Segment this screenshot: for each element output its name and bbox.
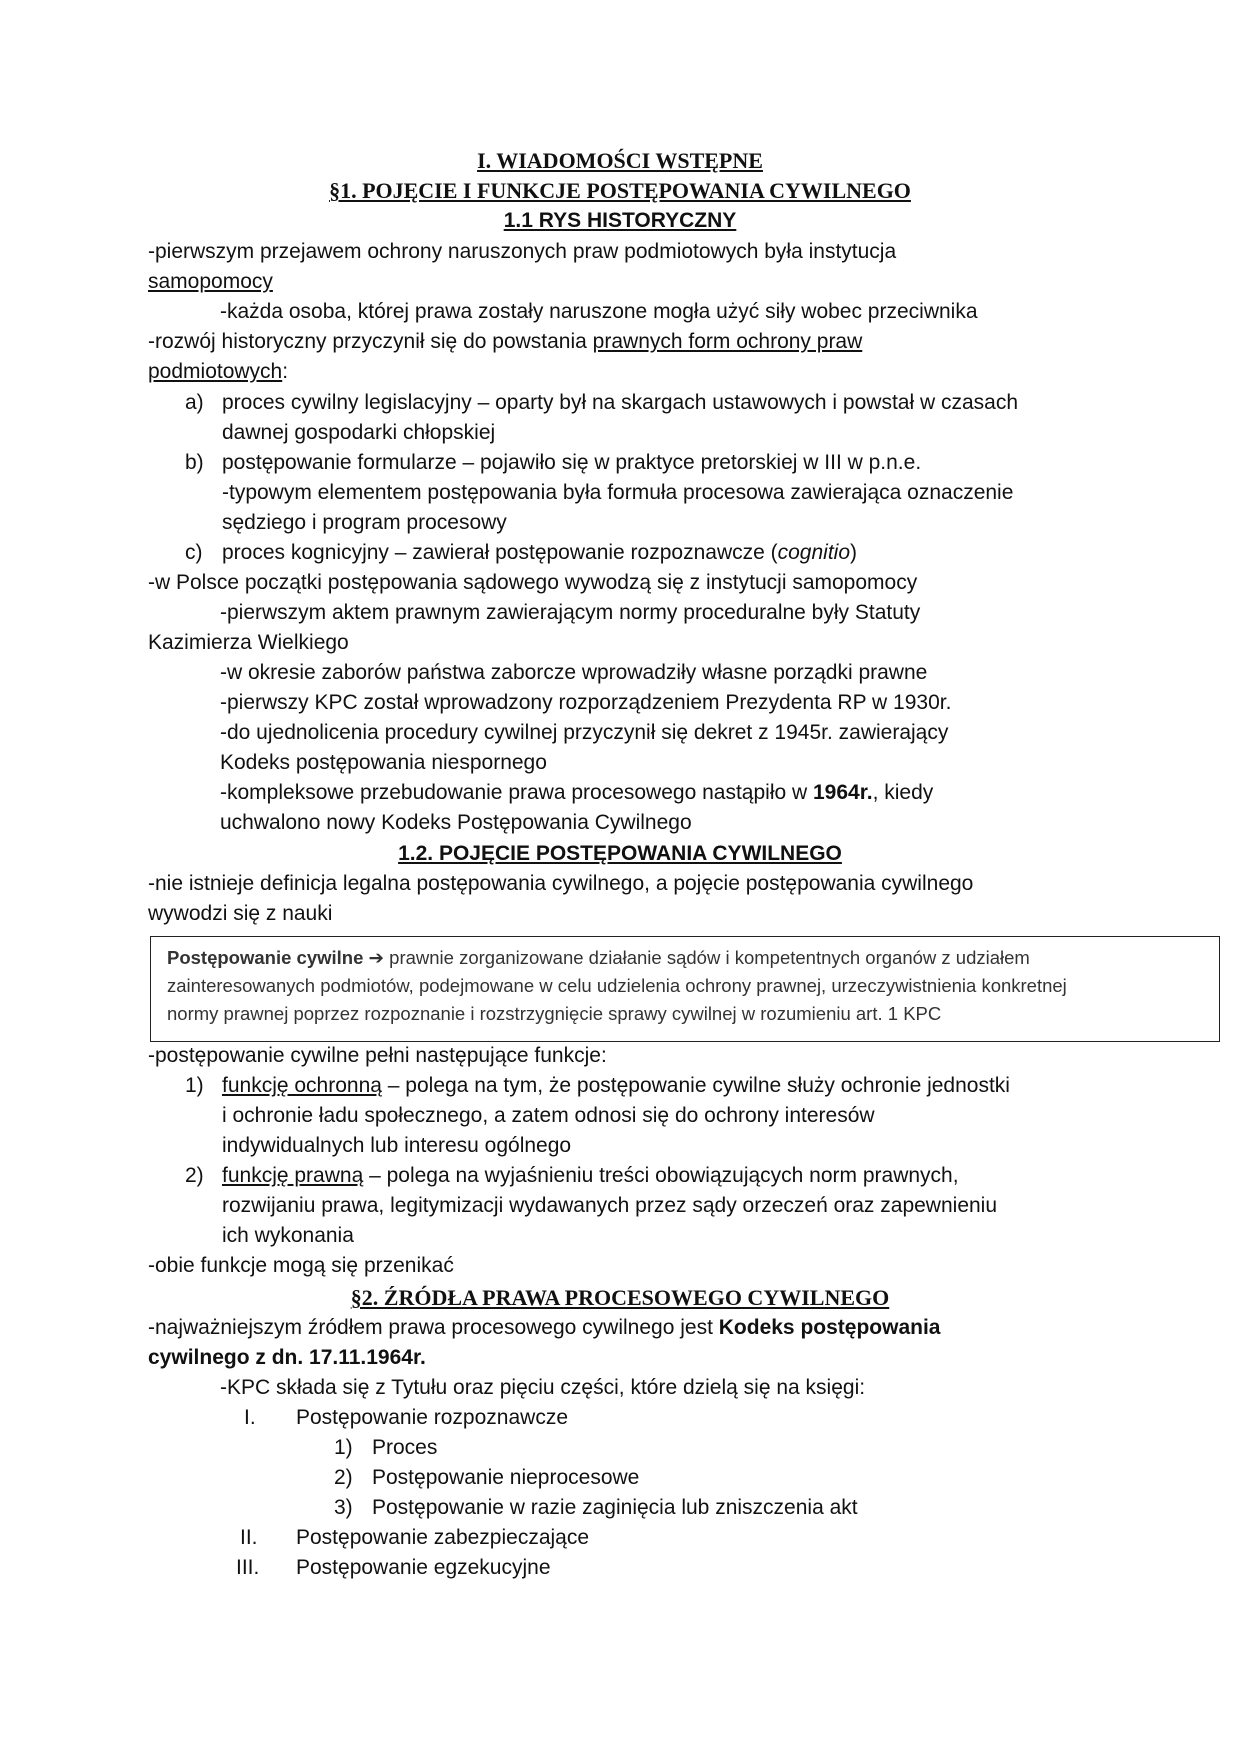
list-item-text: -typowym elementem postępowania była formuła procesowa zawierająca oznaczenie: [222, 481, 1014, 504]
heading-chapter: I. WIADOMOŚCI WSTĘPNE: [477, 148, 763, 173]
list-item-text: Proces: [372, 1436, 438, 1459]
list-item-text: sędziego i program procesowy: [222, 511, 507, 534]
paragraph-line: -każda osoba, której prawa zostały naruszone mogła użyć siły wobec przeciwnika: [220, 300, 978, 323]
text-run: ): [850, 541, 858, 564]
paragraph-line: -postępowanie cywilne pełni następujące funkcje:: [148, 1044, 607, 1067]
bold-term: cywilnego z dn. 17.11.1964r.: [148, 1346, 426, 1369]
paragraph-line: -KPC składa się z Tytułu oraz pięciu części, które dzielą się na księgi:: [220, 1376, 866, 1399]
text-run: -rozwój historyczny przyczynił się do powstania: [148, 330, 593, 353]
heading-subsection-1-1: 1.1 RYS HISTORYCZNY: [503, 209, 737, 232]
paragraph-line: -pierwszym przejawem ochrony naruszonych praw podmiotowych była instytucja: [148, 240, 897, 263]
paragraph-line: -obie funkcje mogą się przenikać: [148, 1254, 454, 1277]
definition-line: normy prawnej poprzez rozpoznanie i rozstrzygnięcie sprawy cywilnej w rozumieniu art. 1 KPC: [167, 1003, 942, 1024]
list-marker: III.: [236, 1556, 260, 1579]
paragraph-line: -pierwszym aktem prawnym zawierającym normy proceduralne były Statuty: [220, 601, 921, 624]
list-marker: 1): [185, 1074, 204, 1097]
definition-box: [150, 936, 1220, 1042]
bold-term: 1964r.: [813, 781, 873, 804]
list-marker: a): [185, 391, 204, 414]
paragraph-line: [148, 327, 862, 357]
list-marker: 2): [185, 1164, 204, 1187]
paragraph-line: [148, 1343, 426, 1373]
underlined-term: podmiotowych: [148, 360, 283, 383]
list-item-text: ich wykonania: [222, 1224, 354, 1247]
definition-line: [167, 944, 1030, 972]
paragraph-line: uchwalono nowy Kodeks Postępowania Cywilnego: [220, 811, 692, 834]
paragraph-line: [220, 778, 933, 808]
list-marker: c): [185, 541, 203, 564]
list-marker: II.: [240, 1526, 258, 1549]
underlined-term: funkcję prawną: [222, 1164, 364, 1187]
list-item-text: [222, 1071, 1010, 1101]
paragraph-line: -w Polsce początki postępowania sądowego wywodzą się z instytucji samopomocy: [148, 571, 918, 594]
text-run: proces kognicyjny – zawierał postępowanie rozpoznawcze (: [222, 541, 778, 564]
paragraph-line: Kodeks postępowania niespornego: [220, 751, 547, 774]
paragraph-line: [148, 357, 288, 387]
paragraph-line: Kazimierza Wielkiego: [148, 631, 349, 654]
list-item-text: Postępowanie zabezpieczające: [296, 1526, 590, 1549]
list-marker: I.: [244, 1406, 256, 1429]
text-run: :: [282, 360, 289, 383]
list-item-text: [222, 538, 857, 568]
list-marker: 1): [334, 1436, 353, 1459]
heading-subsection-1-2: 1.2. POJĘCIE POSTĘPOWANIA CYWILNEGO: [398, 842, 842, 865]
list-marker: 3): [334, 1496, 353, 1519]
text-run: – polega na wyjaśnieniu treści obowiązujących norm prawnych,: [363, 1164, 959, 1187]
text-run: prawnie zorganizowane działanie sądów i kompetentnych organów z udziałem: [384, 947, 1030, 968]
heading-section-2: §2. ŹRÓDŁA PRAWA PROCESOWEGO CYWILNEGO: [350, 1285, 890, 1310]
paragraph-line: -do ujednolicenia procedury cywilnej przyczynił się dekret z 1945r. zawierający: [220, 721, 949, 744]
text-run: , kiedy: [872, 781, 934, 804]
paragraph-line: [148, 1313, 940, 1343]
list-item-text: indywidualnych lub interesu ogólnego: [222, 1134, 572, 1157]
text-run: -kompleksowe przebudowanie prawa procesowego nastąpiło w: [220, 781, 813, 804]
list-item-text: postępowanie formularze – pojawiło się w praktyce pretorskiej w III w p.n.e.: [222, 451, 922, 474]
list-item-text: Postępowanie rozpoznawcze: [296, 1406, 568, 1429]
paragraph-line: -nie istnieje definicja legalna postępowania cywilnego, a pojęcie postępowania cywilnego: [148, 872, 974, 895]
arrow-right-icon: ➔: [368, 947, 385, 968]
list-item-text: [222, 1161, 959, 1191]
list-marker: b): [185, 451, 204, 474]
list-marker: 2): [334, 1466, 353, 1489]
list-item-text: proces cywilny legislacyjny – oparty był na skargach ustawowych i powstał w czasach: [222, 391, 1019, 414]
underlined-term: funkcję ochronną: [222, 1074, 382, 1097]
paragraph-line: -pierwszy KPC został wprowadzony rozporządzeniem Prezydenta RP w 1930r.: [220, 691, 952, 714]
list-item-text: Postępowanie egzekucyjne: [296, 1556, 551, 1579]
list-item-text: dawnej gospodarki chłopskiej: [222, 421, 496, 444]
list-item-text: Postępowanie w razie zaginięcia lub zniszczenia akt: [372, 1496, 858, 1519]
definition-line: zainteresowanych podmiotów, podejmowane w celu udzielenia ochrony prawnej, urzeczywistnienia konkretnej: [167, 975, 1067, 996]
underlined-term: samopomocy: [148, 270, 273, 293]
heading-section-1: §1. POJĘCIE I FUNKCJE POSTĘPOWANIA CYWILNEGO: [329, 178, 911, 203]
paragraph-line: -w okresie zaborów państwa zaborcze wprowadziły własne porządki prawne: [220, 661, 928, 684]
definition-term: Postępowanie cywilne: [167, 947, 364, 968]
text-run: -najważniejszym źródłem prawa procesowego cywilnego jest: [148, 1316, 719, 1339]
italic-term: cognitio: [777, 541, 851, 564]
list-item-text: Postępowanie nieprocesowe: [372, 1466, 640, 1489]
text-run: – polega na tym, że postępowanie cywilne służy ochronie jednostki: [381, 1074, 1010, 1097]
paragraph-line: wywodzi się z nauki: [148, 902, 333, 925]
list-item-text: i ochronie ładu społecznego, a zatem odnosi się do ochrony interesów: [222, 1104, 875, 1127]
list-item-text: rozwijaniu prawa, legitymizacji wydawanych przez sądy orzeczeń oraz zapewnieniu: [222, 1194, 998, 1217]
bold-term: Kodeks postępowania: [718, 1316, 941, 1339]
underlined-term: prawnych form ochrony praw: [592, 330, 863, 353]
